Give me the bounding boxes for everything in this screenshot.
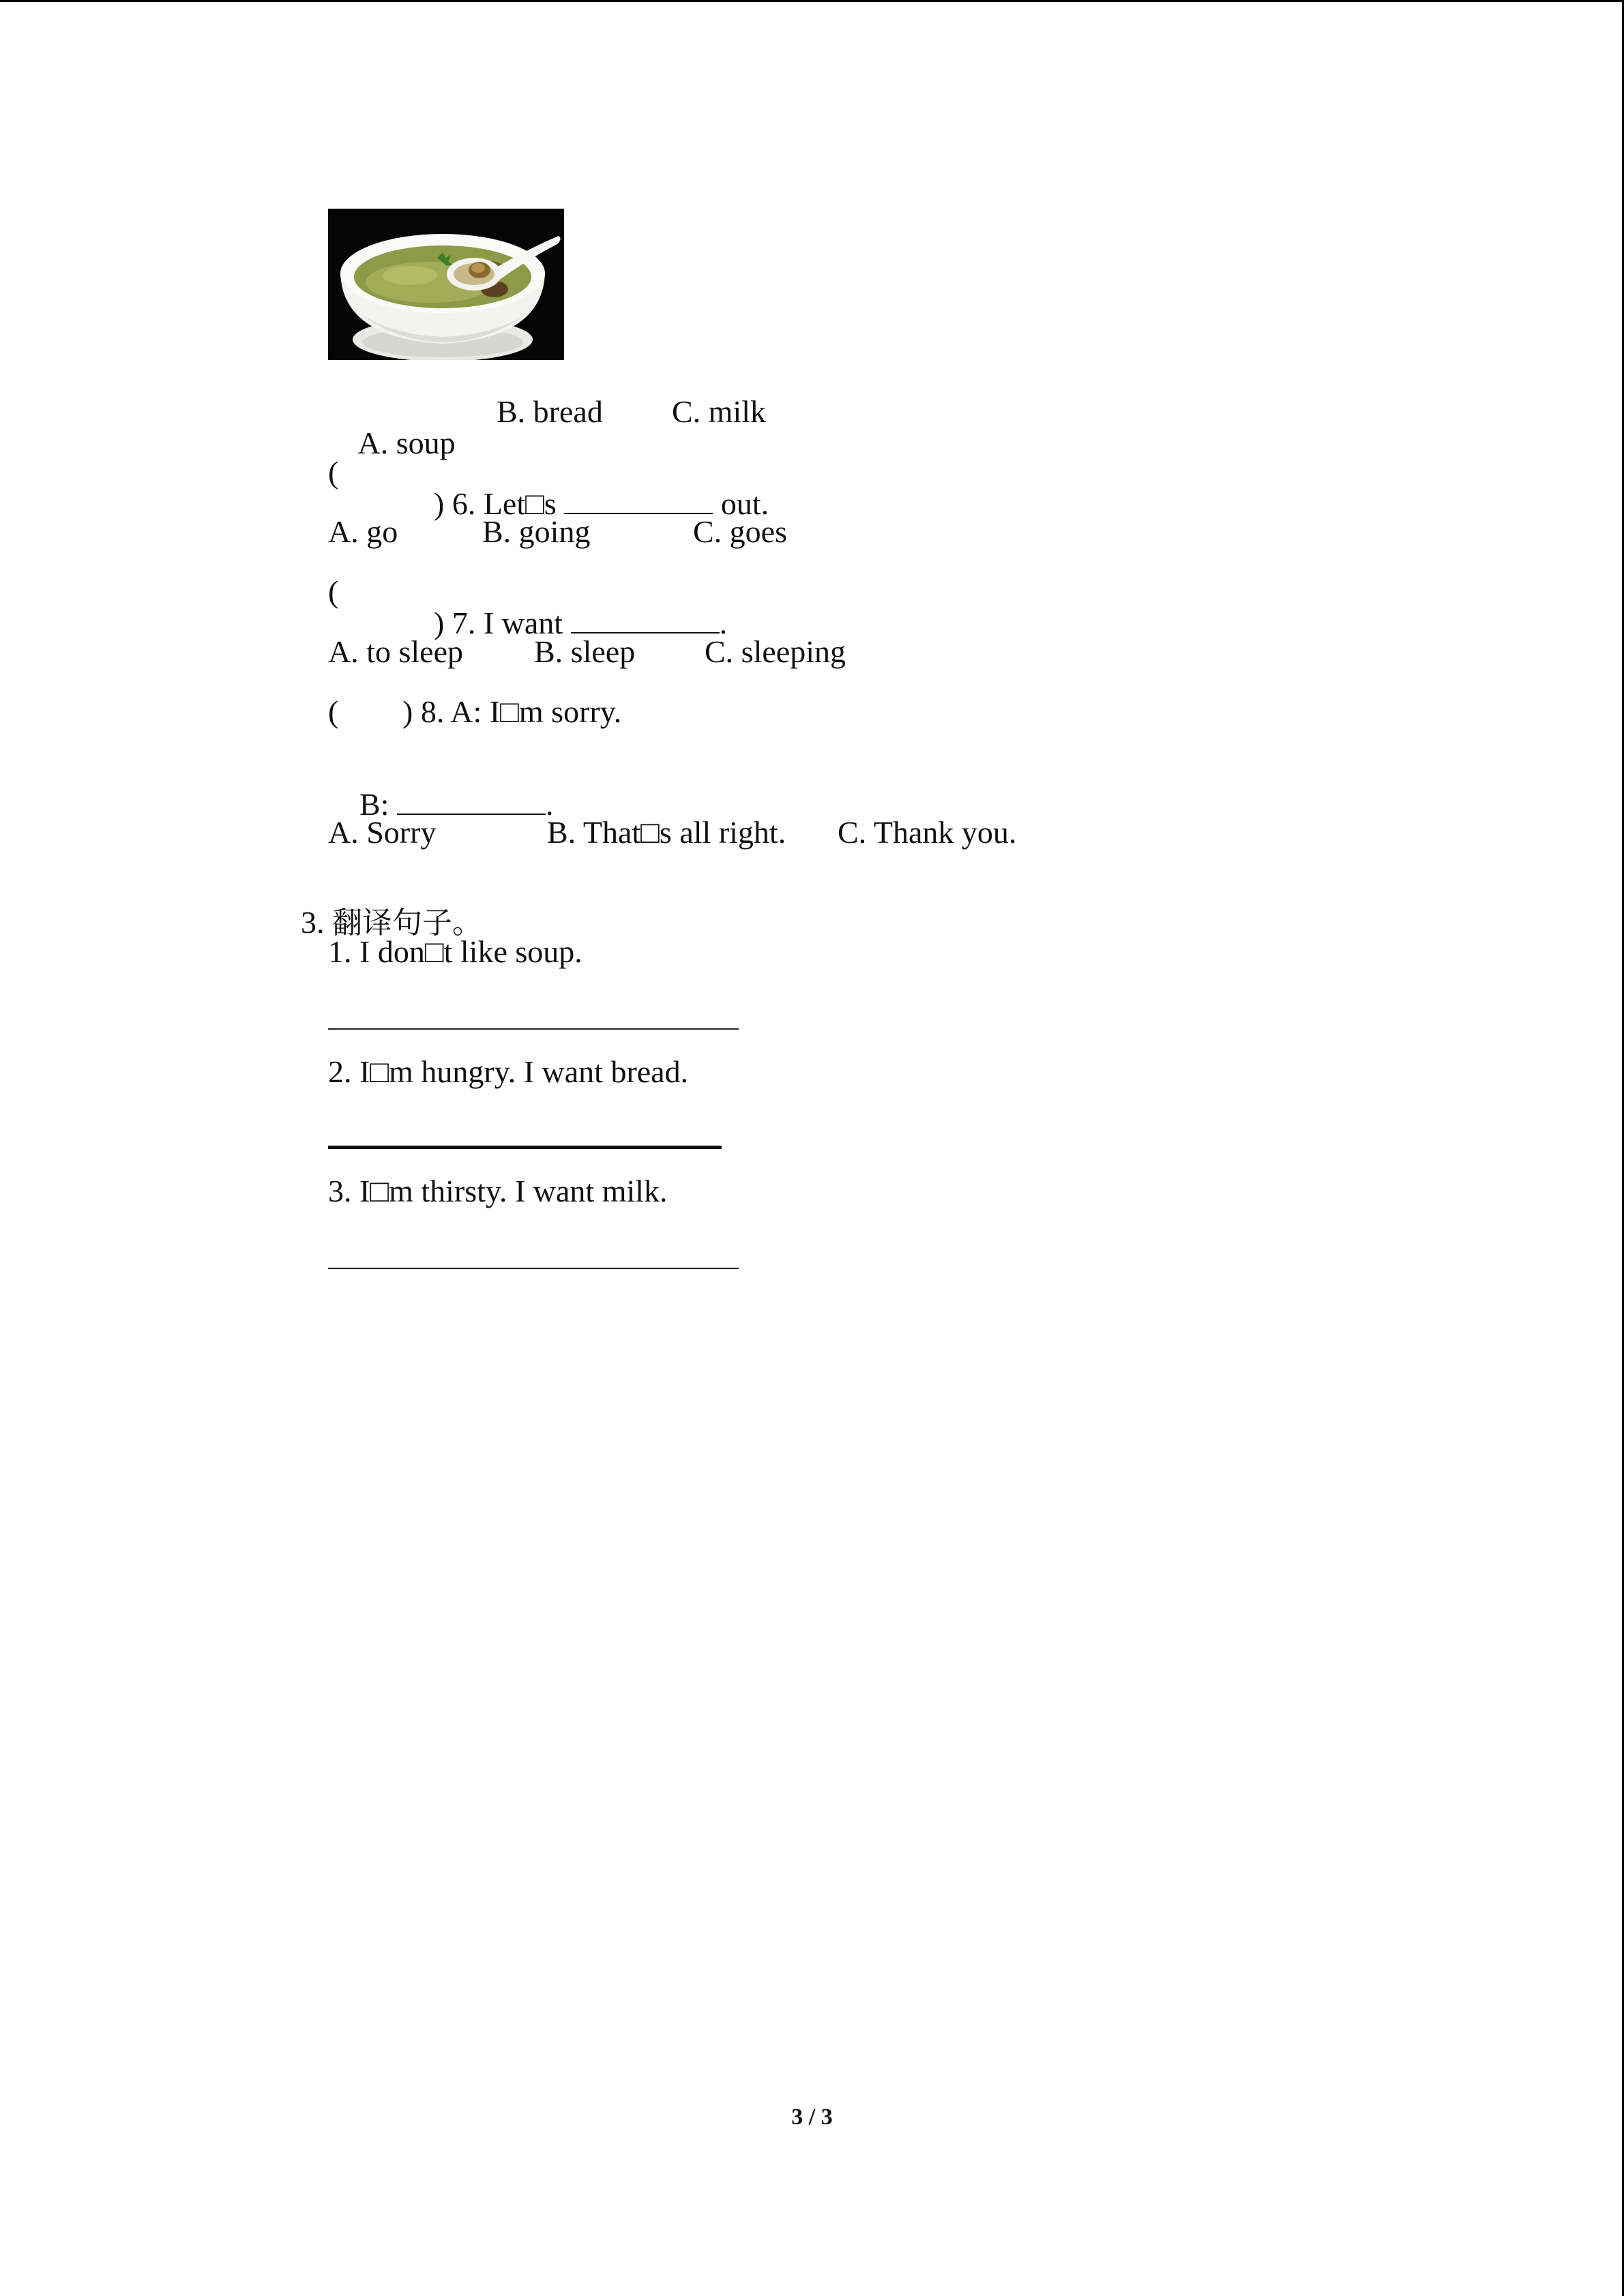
q6-paren-open: ( xyxy=(328,455,339,490)
section-3-title: 翻译句子。 xyxy=(332,906,482,940)
answer-line-1[interactable] xyxy=(328,1028,739,1030)
q8-option-a: A. Sorry xyxy=(328,815,437,850)
translate-item-1: 1. I don□t like soup. xyxy=(328,934,582,969)
q7-stem: ) 7. I want xyxy=(434,606,563,640)
q6-option-a: A. go xyxy=(328,514,398,549)
translate-item-3: 3. I□m thirsty. I want milk. xyxy=(328,1174,668,1208)
q5-option-a: A. soup xyxy=(357,426,456,460)
q6-stem-end: out. xyxy=(720,486,769,521)
q5-option-c: C. milk xyxy=(672,394,767,429)
q8-option-b: B. That□s all right. xyxy=(547,815,786,850)
q7-stem-end: . xyxy=(719,606,728,640)
q8-question: ) 8. A: I□m sorry. xyxy=(402,694,622,729)
q6-option-b: B. going xyxy=(482,514,591,549)
q7-paren-open: ( xyxy=(328,574,339,609)
section-3-number: 3. xyxy=(301,905,325,940)
answer-line-2[interactable] xyxy=(328,1146,722,1149)
soup-bowl-image xyxy=(328,209,564,360)
q7-option-b: B. sleep xyxy=(534,634,636,669)
q8-b-label: B: xyxy=(359,787,389,822)
q8-paren-open: ( xyxy=(328,694,339,729)
answer-line-3[interactable] xyxy=(328,1268,739,1269)
q6-option-c: C. goes xyxy=(693,514,787,549)
q8-b-end: . xyxy=(545,787,554,822)
q7-option-c: C. sleeping xyxy=(705,634,846,669)
q5-option-b: B. bread xyxy=(497,394,603,429)
q8-option-c: C. Thank you. xyxy=(838,815,1017,850)
translate-item-2: 2. I□m hungry. I want bread. xyxy=(328,1054,689,1089)
q7-blank xyxy=(571,631,720,633)
q6-stem: ) 6. Let□s xyxy=(434,486,557,521)
page-number: 3 / 3 xyxy=(791,2104,833,2130)
q7-option-a: A. to sleep xyxy=(328,634,464,669)
